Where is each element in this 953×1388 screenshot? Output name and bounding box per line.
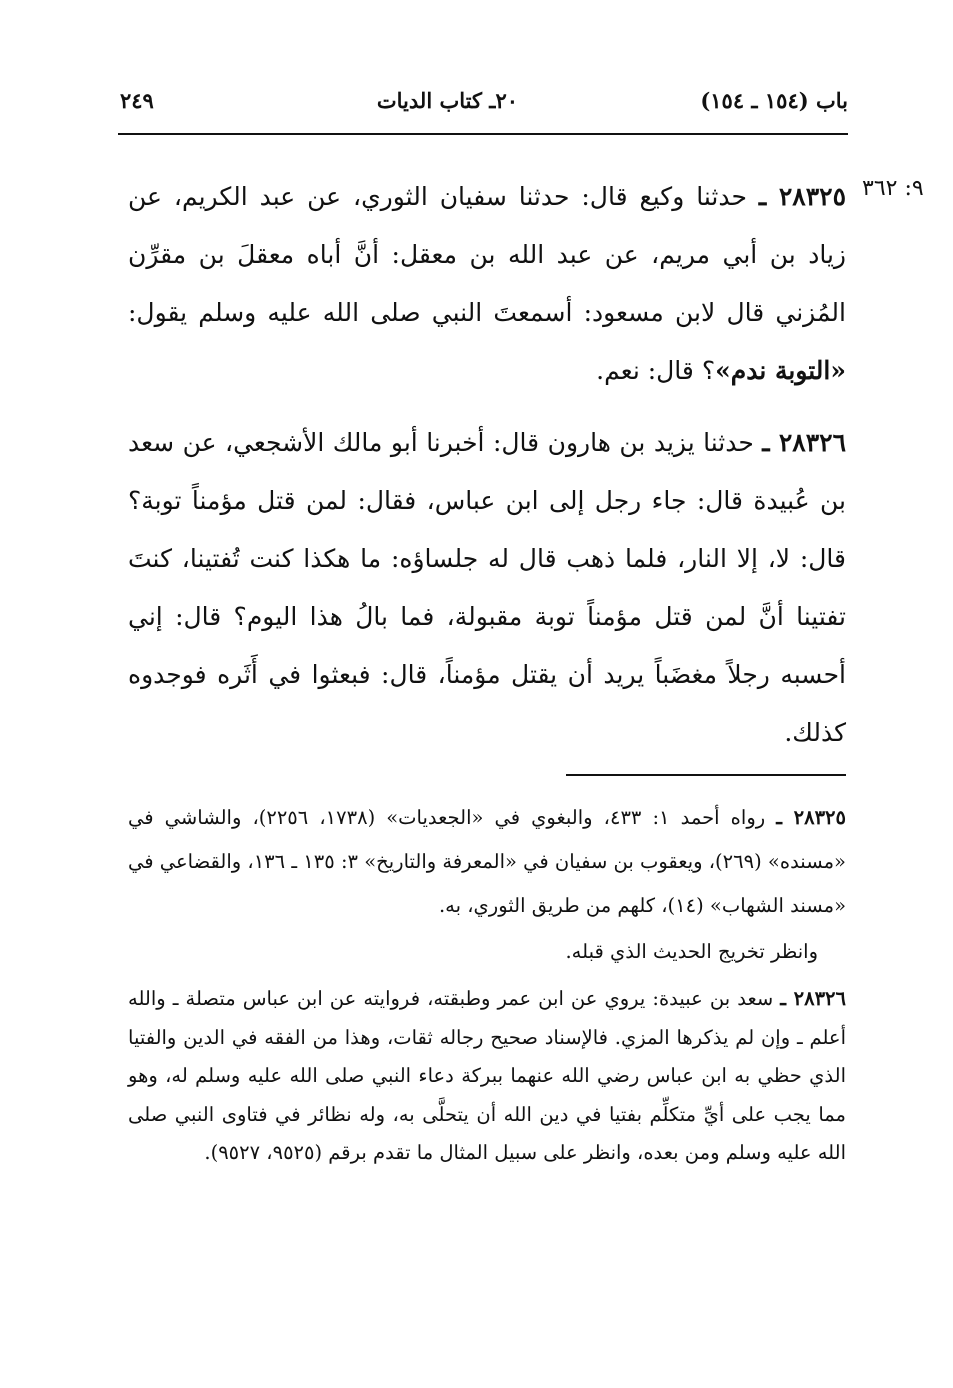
- hadith-28325: [128, 168, 846, 400]
- footnote-see-also: [128, 930, 846, 974]
- footnote-28326: [128, 980, 846, 1173]
- footnote-text: سعد بن عبيدة: يروي عن ابن عمر وطبقته، فروايته عن ابن عباس متصلة ـ والله أعلم ـ وإن لم يذكرها المزي. فالإسناد صحيح رجاله ثقات، وهذا من الفقه في الدين والفتيا الذي حظي به ابن عباس رضي الله عنهما ببركة دعاء النبي صلى الله عليه وسلم له، وهو مما يجب على أيِّ متكلِّم بفتيا في دين الله أن يتحلَّى به، وله نظائر في فتاوى النبي صلى الله عليه وسلم ومن بعده، وانظر على سبيل المثال ما تقدم برقم (٩٥٢٥، ٩٥٢٧).: [128, 987, 846, 1164]
- footnote-divider: [566, 774, 846, 776]
- hadith-text-end: ؟ قال: نعم.: [596, 356, 716, 385]
- hadith-number: ٢٨٣٢٥ ـ: [758, 182, 846, 211]
- hadith-text: حدثنا وكيع قال: حدثنا سفيان الثوري، عن عبد الكريم، عن زياد بن أبي مريم، عن عبد الله بن معقل: أنَّ أباه معقلَ بن مقرِّن المُزني قال لابن مسعود: أسمعتَ النبي صلى الله عليه وسلم يقول:: [128, 182, 846, 327]
- footnote-28325: [128, 796, 846, 928]
- header-divider: [118, 133, 848, 135]
- footnote-number: ٢٨٣٢٦ ـ: [780, 987, 846, 1010]
- hadith-number: ٢٨٣٢٦ ـ: [762, 428, 846, 457]
- book-heading: ٢٠ـ كتاب الديات: [376, 88, 518, 113]
- chapter-heading: باب (١٥٤ ـ ١٥٤): [700, 88, 848, 113]
- hadith-text: حدثنا يزيد بن هارون قال: أخبرنا أبو مالك الأشجعي، عن سعد بن عُبيدة قال: جاء رجل إلى ابن عباس، فقال: لمن قتل مؤمناً توبة؟ قال: لا، إلا النار، فلما ذهب قال له جلساؤه: ما هكذا كنت تُفتينا، كنتَ تفتينا أنَّ لمن قتل مؤمناً توبة مقبولة، فما بالُ هذا اليوم؟ قال: إني أحسبه رجلاً مغضَباً يريد أن يقتل مؤمناً، قال: فبعثوا في أَثَره فوجدوه كذلك.: [128, 428, 846, 747]
- margin-reference: ٩: ٣٦٢: [862, 176, 924, 201]
- footnote-text: رواه أحمد ١: ٤٣٣، والبغوي في «الجعديات» (١٧٣٨، ٢٢٥٦)، والشاشي في «مسنده» (٢٦٩)، ويعقوب بن سفيان في «المعرفة والتاريخ» ٣: ١٣٥ ـ ١٣٦، والقضاعي في «مسند الشهاب» (١٤)، كلهم من طريق الثوري، به.: [128, 806, 846, 917]
- main-text: [128, 168, 846, 762]
- page-number: ٢٤٩: [120, 88, 154, 113]
- hadith-28326: [128, 414, 846, 762]
- running-header: [118, 86, 848, 130]
- footnote-text: وانظر تخريج الحديث الذي قبله.: [565, 940, 818, 963]
- hadith-quote: «التوبة ندم»: [715, 356, 846, 385]
- footnote-number: ٢٨٣٢٥ ـ: [776, 806, 846, 829]
- footnotes: [128, 796, 846, 1173]
